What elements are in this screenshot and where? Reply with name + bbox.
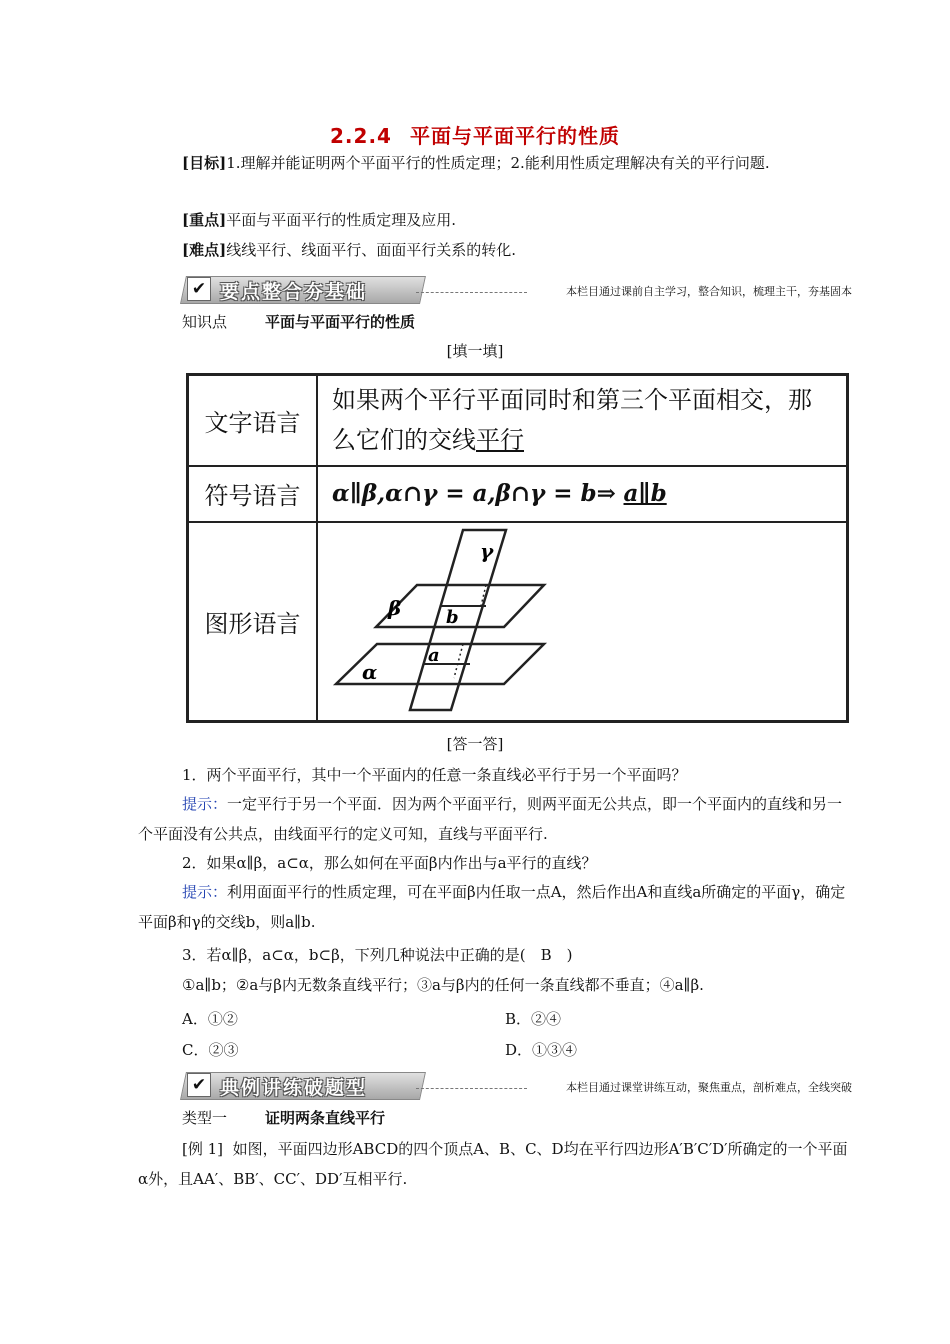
- knowledge-topic: 平面与平面平行的性质: [265, 313, 416, 331]
- banner-note: 本栏目通过课堂讲练互动，聚焦重点，剖析难点，全线突破: [566, 1081, 852, 1094]
- option-b: B．②④: [505, 1010, 562, 1028]
- label-alpha: α: [362, 660, 378, 685]
- section-banner-1: [180, 272, 852, 306]
- difficulty-paragraph: [138, 235, 850, 265]
- question-3-statements: ①a∥b；②a与β内无数条直线平行；③a与β内的任何一条直线都不垂直；④a∥β.: [182, 976, 704, 994]
- example-label: [例 1]: [182, 1140, 224, 1158]
- row-content-figure: [317, 522, 848, 722]
- answer-heading: [答一答]: [446, 735, 504, 753]
- key-point-text: 平面与平面平行的性质定理及应用.: [226, 211, 456, 229]
- goal-label: [目标]: [182, 154, 227, 172]
- knowledge-heading: [182, 311, 415, 332]
- difficulty-label: [难点]: [182, 241, 227, 259]
- knowledge-table: [186, 373, 849, 723]
- knowledge-label: 知识点: [182, 313, 228, 331]
- banner-divider: [416, 1088, 527, 1089]
- type-label: 类型一: [182, 1109, 228, 1127]
- goal-text: 1.理解并能证明两个平面平行的性质定理；2.能利用性质定理解决有关的平行问题.: [226, 154, 770, 172]
- example-1: [138, 1134, 850, 1194]
- fill-heading: [填一填]: [446, 342, 504, 360]
- goal-paragraph: [138, 148, 850, 178]
- question-3: 3．若α∥β，a⊂α，b⊂β，下列几种说法中正确的是( B ): [182, 946, 573, 964]
- banner-divider: [416, 292, 527, 293]
- option-a: A．①②: [182, 1010, 238, 1028]
- banner-title: 要点整合夯基础: [220, 281, 368, 303]
- row-label-text-language: 文字语言: [188, 375, 318, 466]
- key-point-label: [重点]: [182, 211, 227, 229]
- hint-text: 一定平行于另一个平面．因为两个平面平行，则两平面无公共点，即一个平面内的直线和另一个平面没有公共点，由线面平行的定义可知，直线与平面平行.: [138, 795, 843, 843]
- row-content-symbol-language: [317, 466, 848, 522]
- row-label-symbol-language: 符号语言: [188, 466, 318, 522]
- option-c: C．②③: [182, 1041, 239, 1059]
- check-icon: ✔: [187, 277, 211, 301]
- question-2: 2．如果α∥β，a⊂α，那么如何在平面β内作出与a平行的直线？: [182, 854, 597, 872]
- blank-answer-2: a∥b: [623, 480, 667, 507]
- label-beta: β: [388, 596, 402, 621]
- section-banner-2: [180, 1068, 852, 1102]
- banner-title: 典例讲练破题型: [220, 1077, 368, 1099]
- banner-note: 本栏目通过课前自主学习，整合知识，梳理主干，夯基固本: [566, 285, 852, 298]
- label-b: b: [446, 607, 459, 629]
- type-heading: [182, 1107, 385, 1128]
- row-label-figure-language: 图形语言: [188, 522, 318, 722]
- type-topic: 证明两条直线平行: [265, 1109, 386, 1127]
- hint-text: 利用面面平行的性质定理，可在平面β内任取一点A，然后作出A和直线a所确定的平面γ，确定平面β和γ的交线b，则a∥b.: [138, 883, 846, 931]
- label-a: a: [428, 645, 440, 667]
- hint-1: [138, 789, 850, 849]
- hint-label: 提示：: [182, 883, 228, 901]
- hint-label: 提示：: [182, 795, 228, 813]
- label-gamma: γ: [480, 539, 494, 564]
- blank-answer-1: 平行: [476, 426, 524, 455]
- check-icon: ✔: [187, 1073, 211, 1097]
- section-number: 2.2.4: [330, 124, 392, 148]
- section-title: 平面与平面平行的性质: [409, 124, 620, 148]
- hint-2: [138, 877, 850, 937]
- option-d: D．①③④: [505, 1041, 578, 1059]
- example-text: 如图，平面四边形ABCD的四个顶点A、B、C、D均在平行四边形A′B′C′D′所确定的一个平面α外，且AA′、BB′、CC′、DD′互相平行.: [138, 1140, 848, 1188]
- question-1: 1．两个平面平行，其中一个平面内的任意一条直线必平行于另一个平面吗？: [182, 766, 687, 784]
- key-point-paragraph: [138, 205, 850, 235]
- parallel-planes-figure: [318, 523, 846, 719]
- theorem-text: 如果两个平行平面同时和第三个平面相交，那么它们的交线: [332, 386, 812, 455]
- difficulty-text: 线线平行、线面平行、面面平行关系的转化.: [226, 241, 516, 259]
- row-content-text-language: [317, 375, 848, 466]
- symbol-expression: α∥β,α∩γ = a,β∩γ = b⇒: [332, 480, 616, 507]
- page-title: [0, 120, 950, 149]
